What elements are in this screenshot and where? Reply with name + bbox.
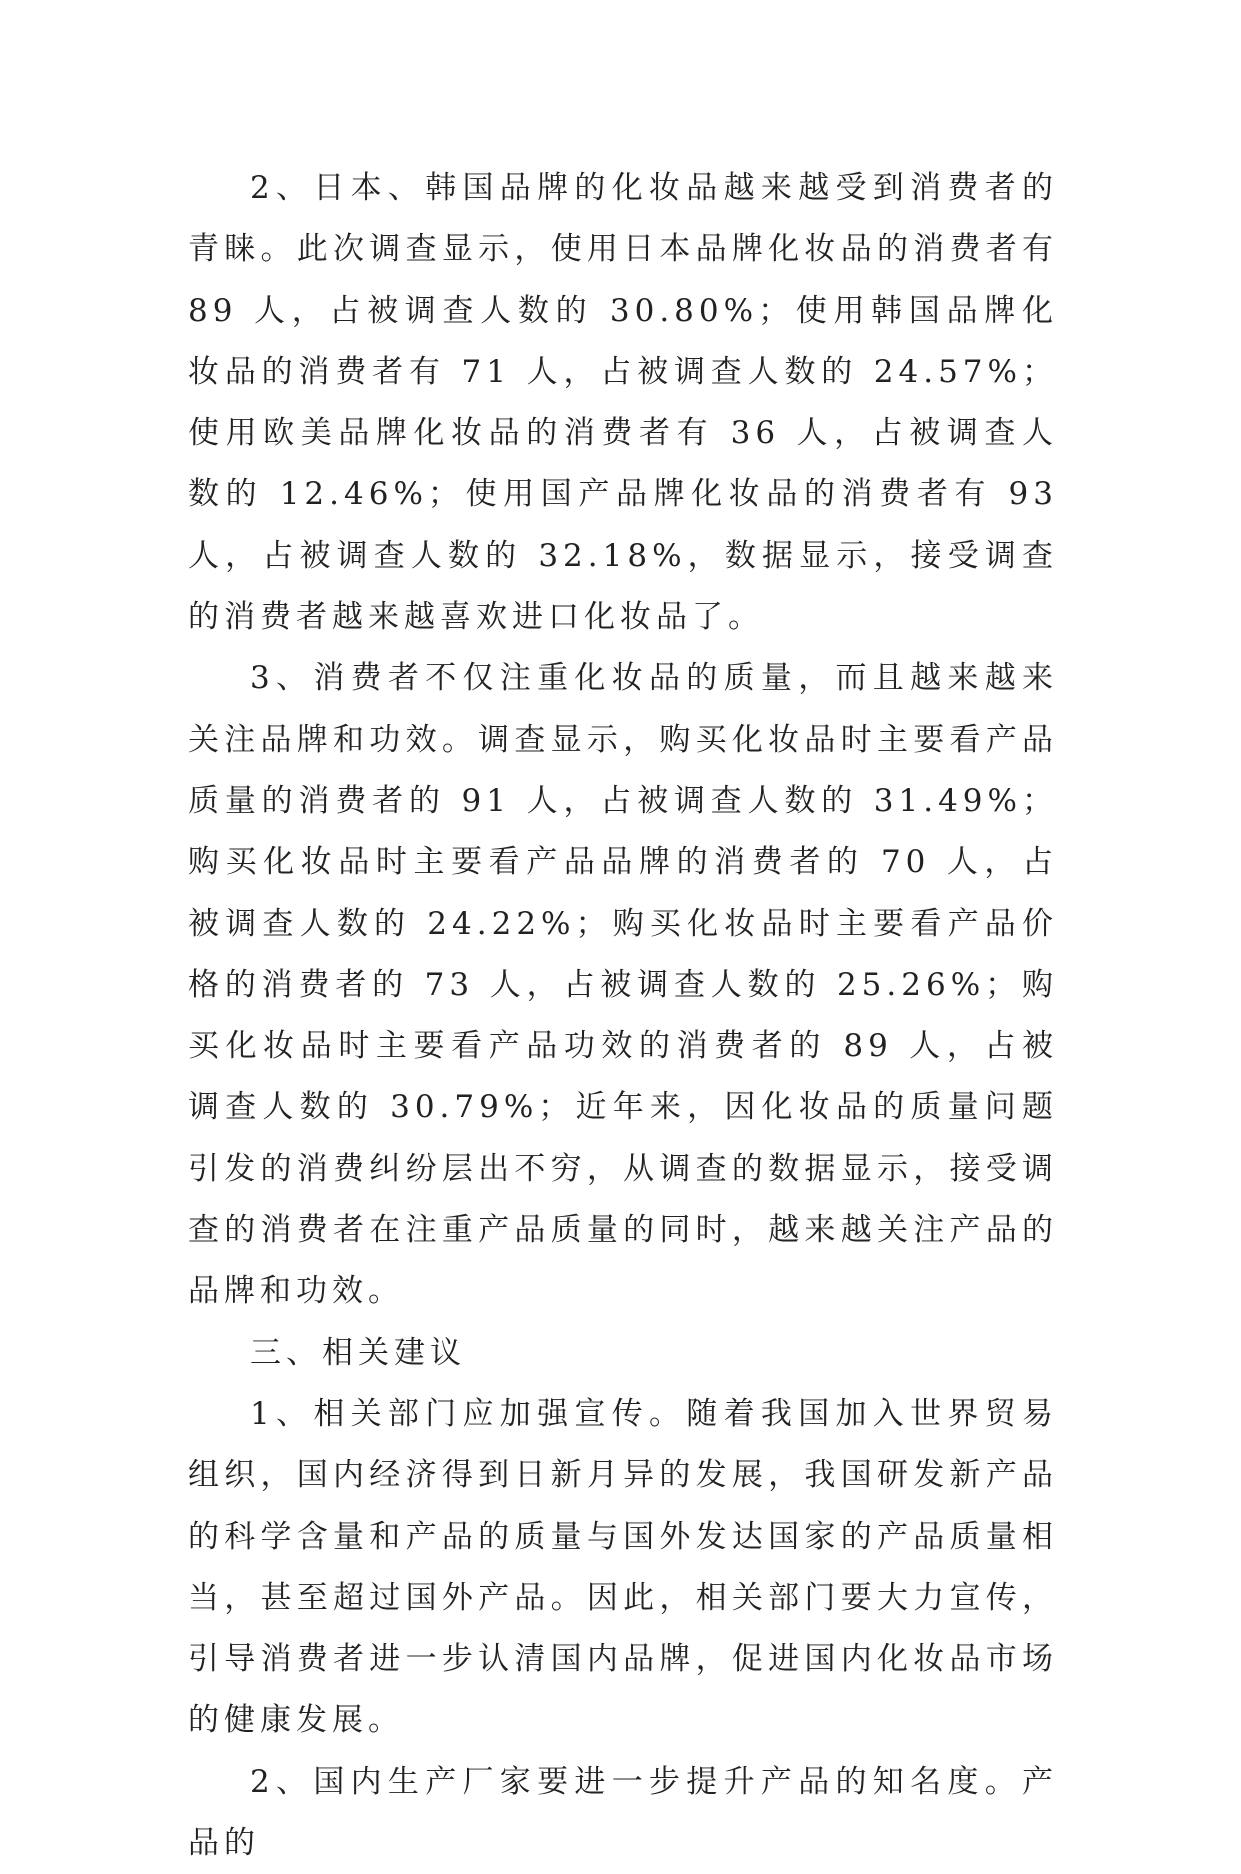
paragraph-suggestion-2: 2、国内生产厂家要进一步提升产品的知名度。产品的: [188, 1763, 1058, 1862]
section-heading-suggestions: 三、相关建议: [250, 1334, 466, 1371]
paragraph-brand-preference: 2、日本、韩国品牌的化妆品越来越受到消费者的青睐。此次调查显示，使用日本品牌化妆品的消费者有 89 人，占被调查人数的 30.80%；使用韩国品牌化妆品的消费者有 71 人，占被调查人数的 24.57%；使用欧美品牌化妆品的消费者有 36 人，占被调查人数的 12.46%；使用国产品牌化妆品的消费者有 93 人，占被调查人数的 32.18%，数据显示，接受调查的消费者越来越喜欢进口化妆品了。: [188, 170, 1058, 636]
paragraph-suggestion-1: 1、相关部门应加强宣传。随着我国加入世界贸易组织，国内经济得到日新月异的发展，我国研发新产品的科学含量和产品的质量与国外发达国家的产品质量相当，甚至超过国外产品。因此，相关部门要大力宣传，引导消费者进一步认清国内品牌，促进国内化妆品市场的健康发展。: [188, 1395, 1058, 1739]
document-body: [188, 158, 1058, 1874]
paragraph-quality-focus: 3、消费者不仅注重化妆品的质量，而且越来越来关注品牌和功效。调查显示，购买化妆品时主要看产品质量的消费者的 91 人，占被调查人数的 31.49%；购买化妆品时主要看产品品牌的消费者的 70 人，占被调查人数的 24.22%；购买化妆品时主要看产品价格的消费者的 73 人，占被调查人数的 25.26%；购买化妆品时主要看产品功效的消费者的 89 人，占被调查人数的 30.79%；近年来，因化妆品的质量问题引发的消费纠纷层出不穷，从调查的数据显示，接受调查的消费者在注重产品质量的同时，越来越关注产品的品牌和功效。: [188, 660, 1058, 1310]
